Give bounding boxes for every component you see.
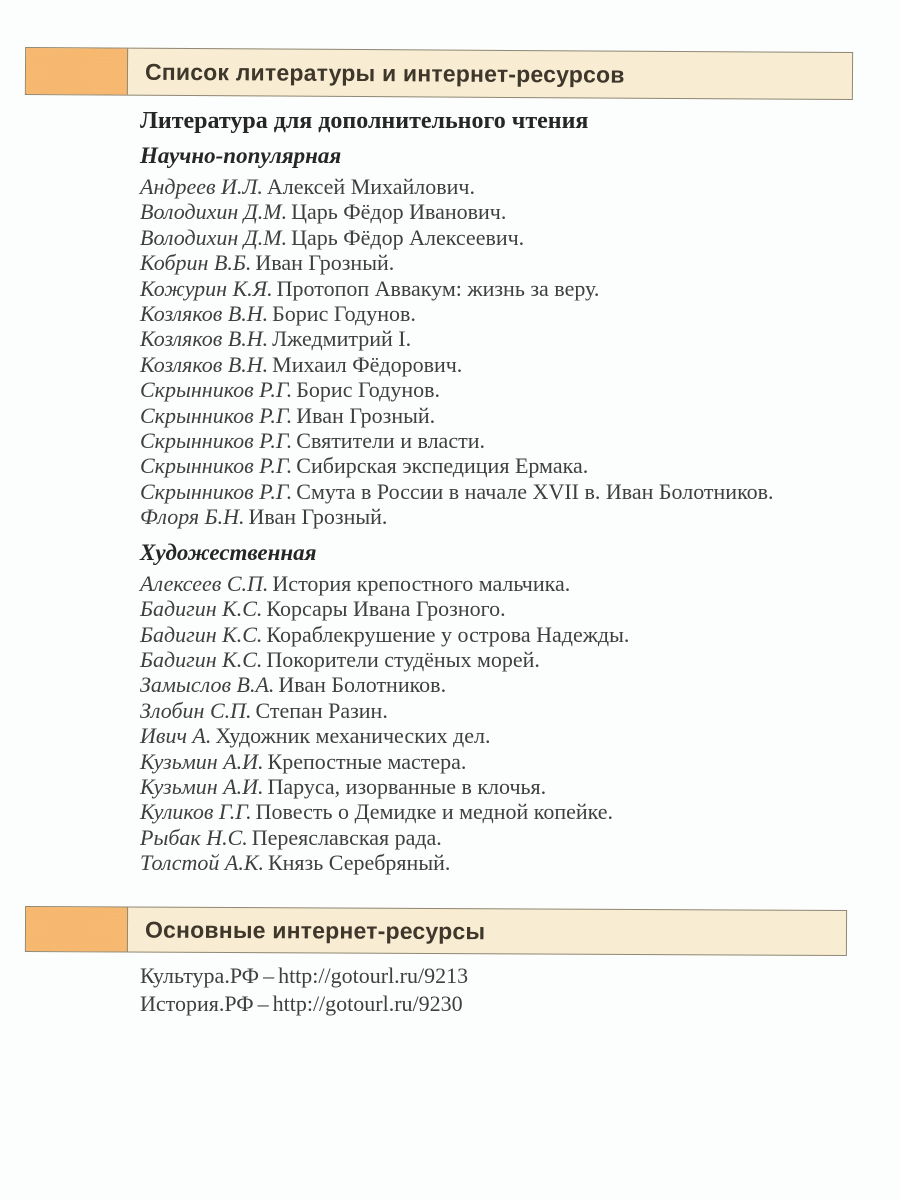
resource-separator: – — [263, 962, 275, 988]
book-entry — [140, 571, 860, 596]
resource-separator: – — [257, 990, 269, 1016]
book-entry — [140, 698, 860, 723]
book-entry — [140, 428, 860, 453]
book-entry — [140, 749, 860, 774]
book-author: Толстой А.К. — [140, 850, 264, 876]
subsection-title-popular-science: Научно-популярная — [140, 143, 342, 168]
book-entry — [140, 276, 860, 301]
book-author: Замыслов В.А. — [140, 672, 275, 698]
book-title: Корсары Ивана Грозного. — [266, 596, 506, 622]
subsection-title-fiction: Художественная — [140, 539, 317, 565]
book-author: Ивич А. — [140, 723, 212, 749]
book-title: Борис Годунов. — [272, 301, 416, 327]
book-entry — [140, 301, 860, 326]
book-author: Куликов Г.Г. — [140, 799, 252, 825]
book-author: Бадигин К.С. — [140, 621, 263, 647]
book-title: Михаил Фёдорович. — [272, 351, 463, 377]
book-title: Алексей Михайлович. — [266, 174, 475, 199]
book-author: Володихин Д.М. — [140, 199, 288, 225]
book-entry — [140, 479, 860, 504]
resource-name: История.РФ — [140, 990, 254, 1016]
book-author: Рыбак Н.С. — [140, 824, 248, 850]
book-title: Художник механических дел. — [215, 723, 491, 749]
book-entry — [140, 199, 860, 224]
book-title: Царь Фёдор Иванович. — [291, 199, 507, 225]
book-author: Володихин Д.М. — [140, 224, 288, 250]
resource-url: http://gotourl.ru/9230 — [272, 990, 463, 1016]
book-title: Царь Фёдор Алексеевич. — [291, 224, 525, 250]
book-author: Скрынников Р.Г. — [140, 478, 293, 504]
book-list-popular-science — [140, 174, 860, 530]
resource-url: http://gotourl.ru/9213 — [278, 962, 469, 988]
book-list-fiction — [140, 571, 860, 876]
book-title: Иван Грозный. — [255, 250, 395, 276]
banner-accent-square — [26, 48, 128, 95]
book-entry — [140, 799, 860, 824]
banner-literature — [25, 47, 853, 100]
banner-accent-square — [26, 907, 128, 951]
book-entry — [140, 403, 860, 428]
book-title: Лжедмитрий I. — [272, 326, 412, 352]
book-author: Алексеев С.П. — [140, 570, 269, 596]
book-entry — [140, 174, 860, 199]
book-entry — [140, 225, 860, 250]
book-title: Кораблекрушение у острова Надежды. — [266, 621, 630, 647]
resource-name: Культура.РФ — [140, 962, 260, 988]
resource-entry — [140, 990, 900, 1018]
book-entry — [140, 850, 860, 875]
banner-resources-title: Основные интернет-ресурсы — [144, 915, 486, 944]
book-entry — [140, 723, 860, 748]
book-entry — [140, 647, 860, 672]
book-title: Борис Годунов. — [296, 377, 440, 403]
book-author: Скрынников Р.Г. — [140, 402, 293, 428]
book-author: Скрынников Р.Г. — [140, 377, 293, 403]
book-author: Бадигин К.С. — [140, 596, 263, 622]
book-author: Козляков В.Н. — [140, 301, 269, 327]
book-title: Повесть о Демидке и медной копейке. — [255, 799, 614, 825]
book-author: Скрынников Р.Г. — [140, 428, 293, 454]
book-entry — [140, 596, 860, 621]
book-entry — [140, 377, 860, 402]
internet-resources-list — [140, 962, 900, 1018]
book-title: История крепостного мальчика. — [272, 570, 571, 596]
book-entry — [140, 504, 860, 529]
book-title: Святители и власти. — [296, 428, 485, 454]
book-title: Князь Серебряный. — [267, 850, 451, 876]
book-author: Бадигин К.С. — [140, 646, 263, 672]
book-entry — [140, 622, 860, 647]
book-title: Паруса, изорванные в клочья. — [267, 773, 547, 799]
book-entry — [140, 326, 860, 351]
book-page — [0, 47, 900, 1200]
book-author: Скрынников Р.Г. — [140, 453, 293, 479]
book-title: Сибирская экспедиция Ермака. — [296, 453, 589, 479]
book-title: Иван Грозный. — [248, 504, 388, 530]
banner-literature-title: Список литературы и интернет-ресурсов — [144, 58, 625, 88]
book-author: Кузьмин А.И. — [140, 773, 264, 799]
book-author: Кобрин В.Б. — [140, 250, 252, 276]
book-author: Злобин С.П. — [140, 697, 252, 723]
banner-internet-resources — [25, 906, 847, 956]
book-title: Покорители студёных морей. — [266, 646, 540, 672]
book-author: Козляков В.Н. — [140, 326, 269, 352]
book-title: Крепостные мастера. — [267, 748, 467, 774]
book-author: Кузьмин А.И. — [140, 748, 264, 774]
book-title: Степан Разин. — [255, 697, 388, 723]
heading-additional-reading: Литература для дополнительного чтения — [140, 108, 589, 134]
book-entry — [140, 672, 860, 697]
book-entry — [140, 250, 860, 275]
book-entry — [140, 352, 860, 377]
book-author: Флоря Б.Н. — [140, 504, 245, 530]
book-title: Переяславская рада. — [251, 824, 442, 850]
book-entry — [140, 453, 860, 478]
book-entry — [140, 825, 860, 850]
book-author: Андреев И.Л. — [140, 174, 263, 199]
book-title: Иван Болотников. — [278, 672, 447, 698]
resource-entry — [140, 962, 900, 990]
book-title: Смута в России в начале XVII в. Иван Болотников. — [296, 478, 774, 504]
book-author: Козляков В.Н. — [140, 351, 269, 377]
book-title: Протопоп Аввакум: жизнь за веру. — [276, 275, 600, 301]
bibliography-content — [140, 107, 860, 876]
book-title: Иван Грозный. — [296, 402, 436, 428]
book-entry — [140, 774, 860, 799]
book-author: Кожурин К.Я. — [140, 275, 273, 301]
